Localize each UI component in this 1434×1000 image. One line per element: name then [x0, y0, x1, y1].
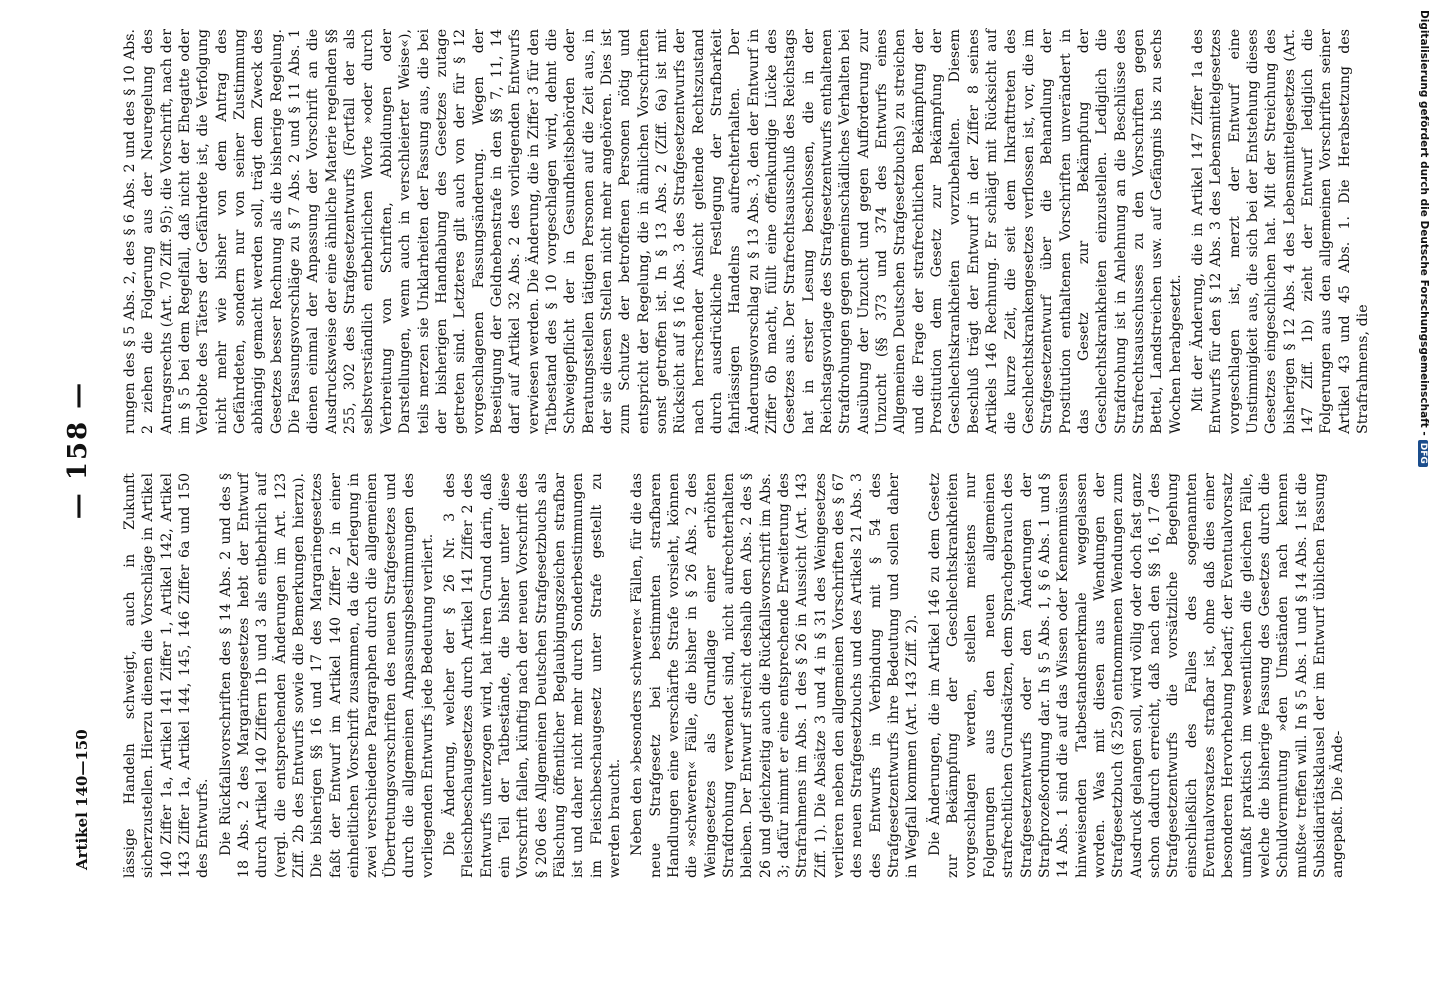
- page-header: [63, 30, 103, 870]
- paragraph: rungen des § 5 Abs. 2, des § 6 Abs. 2 und des § 10 Abs. 2 ziehen die Folgerung aus der Neuregelung des Antragsrechts (Art. 70 Ziff. 95); die Vorschrift, nach der im § 5 bei dem Regelfall, daß nicht der Ehegatte oder Verlobte des Täters der Gefährdete ist, die Verfolgung nicht mehr wie bisher von dem Antrag des Gefährdeten, sondern nur von seiner Zustimmung abhängig gemacht werden soll, trägt dem Zweck des Gesetzes besser Rechnung als die bisherige Regelung. Die Fassungsvorschläge zu § 7 Abs. 2 und § 11 Abs. 1 dienen einmal der Anpassung der Vorschrift an die Ausdrucksweise der eine ähnliche Materie regelnden §§ 255, 302 des Strafgesetzentwurfs (Fortfall der als selbstverständlich entbehrlichen Worte »oder durch Verbreitung von Schriften, Abbildungen oder Darstellungen, wenn auch in verschleierter Weise«), teils merzen sie Unklarheiten der Fassung aus, die bei der bisherigen Handhabung des Gesetzes zutage getreten sind. Letzteres gilt auch von der für § 12 vorgeschlagenen Fassungsänderung. Wegen der Beseitigung der Geldnebenstrafe in den §§ 7, 11, 14 darf auf Artikel 32 Abs. 2 des vorliegenden Entwurfs verwiesen werden. Die Änderung, die in Ziffer 3 für den Tatbestand des § 10 vorgeschlagen wird, dehnt die Schweigepflicht der in Gesundheitsbehörden oder Beratungsstellen tätigen Personen auf die Zeit aus, in der sie diesen Stellen nicht mehr angehören. Dies ist zum Schutze der betroffenen Personen nötig und entspricht der Regelung, die in ähnlichen Vorschriften sonst getroffen ist. In § 13 Abs. 2 (Ziff. 6a) ist mit Rücksicht auf § 16 Abs. 3 des Strafgesetzentwurfs der nach herrschender Ansicht geltende Rechtszustand durch ausdrückliche Festlegung der Strafbarkeit fahrlässigen Handelns aufrechterhalten. Der Änderungsvorschlag zu § 13 Abs. 3, den der Entwurf in Ziffer 6b macht, füllt eine offenkundige Lücke des Gesetzes aus. Der Strafrechtsausschuß des Reichstags hat in erster Lesung beschlossen, die in der Reichstagsvorlage des Strafgesetzentwurfs enthaltenen Strafdrohungen gegen gemeinschädliches Verhalten bei Ausübung der Unzucht und gegen Aufforderung zur Unzucht (§§ 373 und 374 des Entwurfs eines Allgemeinen Deutschen Strafgesetzbuchs) zu streichen und die Frage der strafrechtlichen Bekämpfung der Prostitution dem Gesetz zur Bekämpfung der Geschlechtskrankheiten vorzubehalten. Diesem Beschluß trägt der Entwurf in der Ziffer 8 seines Artikels 146 Rechnung. Er schlägt mit Rücksicht auf die kurze Zeit, die seit dem Inkrafttreten des Geschlechtskrankengesetzes verflossen ist, vor, die im Strafgesetzentwurf über die Behandlung der Prostitution enthaltenen Vorschriften unverändert in das Gesetz zur Bekämpfung der Geschlechtskrankheiten einzustellen. Lediglich die Strafdrohung ist in Anlehnung an die Beschlüsse des Strafrechtsausschusses zu den Vorschriften gegen Bettel, Landstreichen usw. auf Gefängnis bis zu sechs Wochen herabgesetzt.: [122, 29, 1184, 434]
- paragraph: Mit der Änderung, die in Artikel 147 Ziffer 1a des Entwurfs für den § 12 Abs. 3 des Lebensmittelgesetzes vorgeschlagen ist, merzt der Entwurf eine Unstimmigkeit aus, die sich bei der Entstehung dieses Gesetzes eingeschlichen hat. Mit der Streichung des bisherigen § 12 Abs. 4 des Lebensmittelgesetzes (Art. 147 Ziff. 1b) zieht der Entwurf lediglich die Folgerungen aus den allgemeinen Vorschriften seiner Artikel 43 und 45 Abs. 1. Die Herabsetzung des Strafrahmens, die: [1189, 29, 1372, 434]
- right-column: [121, 29, 1376, 434]
- dfg-logo: DFG: [1418, 440, 1428, 467]
- scanned-page: [55, 0, 1372, 900]
- running-head: Artikel 140—150: [73, 729, 91, 870]
- digitization-credit: [1410, 10, 1430, 990]
- paragraph: Neben den »besonders schweren« Fällen, für die das neue Strafgesetz bei bestimmten strafbaren Handlungen eine verschärfte Strafe vorsieht, können die »schweren« Fälle, die bisher in § 26 Abs. 2 des Weingesetzes als Grundlage einer erhöhten Strafdrohung verwendet sind, nicht aufrechterhalten bleiben. Der Entwurf streicht deshalb den Abs. 2 des § 26 und gleichzeitig auch die Rückfallsvorschrift im Abs. 3; dafür nimmt er eine entsprechende Erweiterung des Strafrahmens im Abs. 1 des § 26 in Aussicht (Art. 143 Ziff. 1). Die Absätze 3 und 4 in § 31 des Weingesetzes verlieren neben den allgemeinen Vorschriften des § 67 des neuen Strafgesetzbuchs und des Artikels 21 Abs. 3 des Entwurfs in Verbindung mit § 54 des Strafgesetzentwurfs ihre Bedeutung und sollen daher in Wegfall kommen (Art. 143 Ziff. 2).: [629, 473, 921, 878]
- paragraph: lässige Handeln schweigt, auch in Zukunft sicherzustellen. Hierzu dienen die Vorschläge in Artikel 140 Ziffer 1a, Artikel 141 Ziffer 1, Artikel 142, Artikel 143 Ziffer 1a, Artikel 144, 145, 146 Ziffer 6a und 150 des Entwurfs.: [122, 473, 212, 878]
- left-column: [121, 473, 1352, 878]
- paragraph: Die Änderungen, die im Artikel 146 zu dem Gesetz zur Bekämpfung der Geschlechtskrankheiten vorgeschlagen werden, stellen meistens nur Folgerungen aus den neuen allgemeinen strafrechtlichen Grundsätzen, dem Sprachgebrauch des Strafgesetzentwurfs oder den Änderungen der Strafprozeßordnung dar. In § 5 Abs. 1, § 6 Abs. 1 und § 14 Abs. 1 sind die auf das Wissen oder Kennenmüssen hinweisenden Tatbestandsmerkmale weggelassen worden. Was mit diesen aus Wendungen der Strafgesetzbuch (§ 259) entnommenen Wendungen zum Ausdruck gelangen soll, wird völlig oder doch fast ganz schon dadurch erreicht, daß nach den §§ 16, 17 des Strafgesetzentwurfs die vorsätzliche Begehung einschließlich des Falles des sogenannten Eventualvorsatzes strafbar ist, ohne daß dies einer besonderen Hervorhebung bedarf; der Eventualvorsatz umfaßt praktisch im wesentlichen die gleichen Fälle, welche die bisherige Fassung des Gesetzes durch die Schuldvermutung »den Umständen nach kennen mußte« treffen will. In § 5 Abs. 1 und § 14 Abs. 1 ist die Subsidiaritätsklausel der im Entwurf üblichen Fassung angepaßt. Die Ände-: [926, 473, 1347, 878]
- credit-text: Digitalisierung gefördert durch die Deutsche Forschungsgemeinschaft -: [1418, 10, 1430, 436]
- paragraph: Die Änderung, welcher der § 26 Nr. 3 des Fleischbeschaugesetzes durch Artikel 141 Ziffer 2 des Entwurfs unterzogen wird, hat ihren Grund darin, daß ein Teil der Tatbestände, die bisher unter diese Vorschrift fallen, künftig nach der neuen Vorschrift des § 206 des Allgemeinen Deutschen Strafgesetzbuchs als Fälschung öffentlicher Beglaubigungszeichen strafbar ist und daher nicht mehr durch Sonderbestimmungen im Fleischbeschaugesetz unter Strafe gestellt zu werden braucht.: [441, 473, 623, 878]
- paragraph: Die Rückfallsvorschriften des § 14 Abs. 2 und des § 18 Abs. 2 des Margarinegesetzes hebt der Entwurf durch Artikel 140 Ziffern 1b und 3 als entbehrlich auf (vergl. die entsprechenden Änderungen im Art. 123 Ziff. 2b des Entwurfs sowie die Bemerkungen hierzu). Die bisherigen §§ 16 und 17 des Margarinegesetzes faßt der Entwurf im Artikel 140 Ziffer 2 in einer einheitlichen Vorschrift zusammen, da die Zerlegung in zwei verschiedene Paragraphen durch die allgemeinen Übertretungsvorschriften des neuen Strafgesetzes und durch die allgemeinen Anpassungsbestimmungen des vorliegenden Entwurfs jede Bedeutung verliert.: [217, 473, 436, 878]
- page-number: — 158 —: [63, 380, 93, 520]
